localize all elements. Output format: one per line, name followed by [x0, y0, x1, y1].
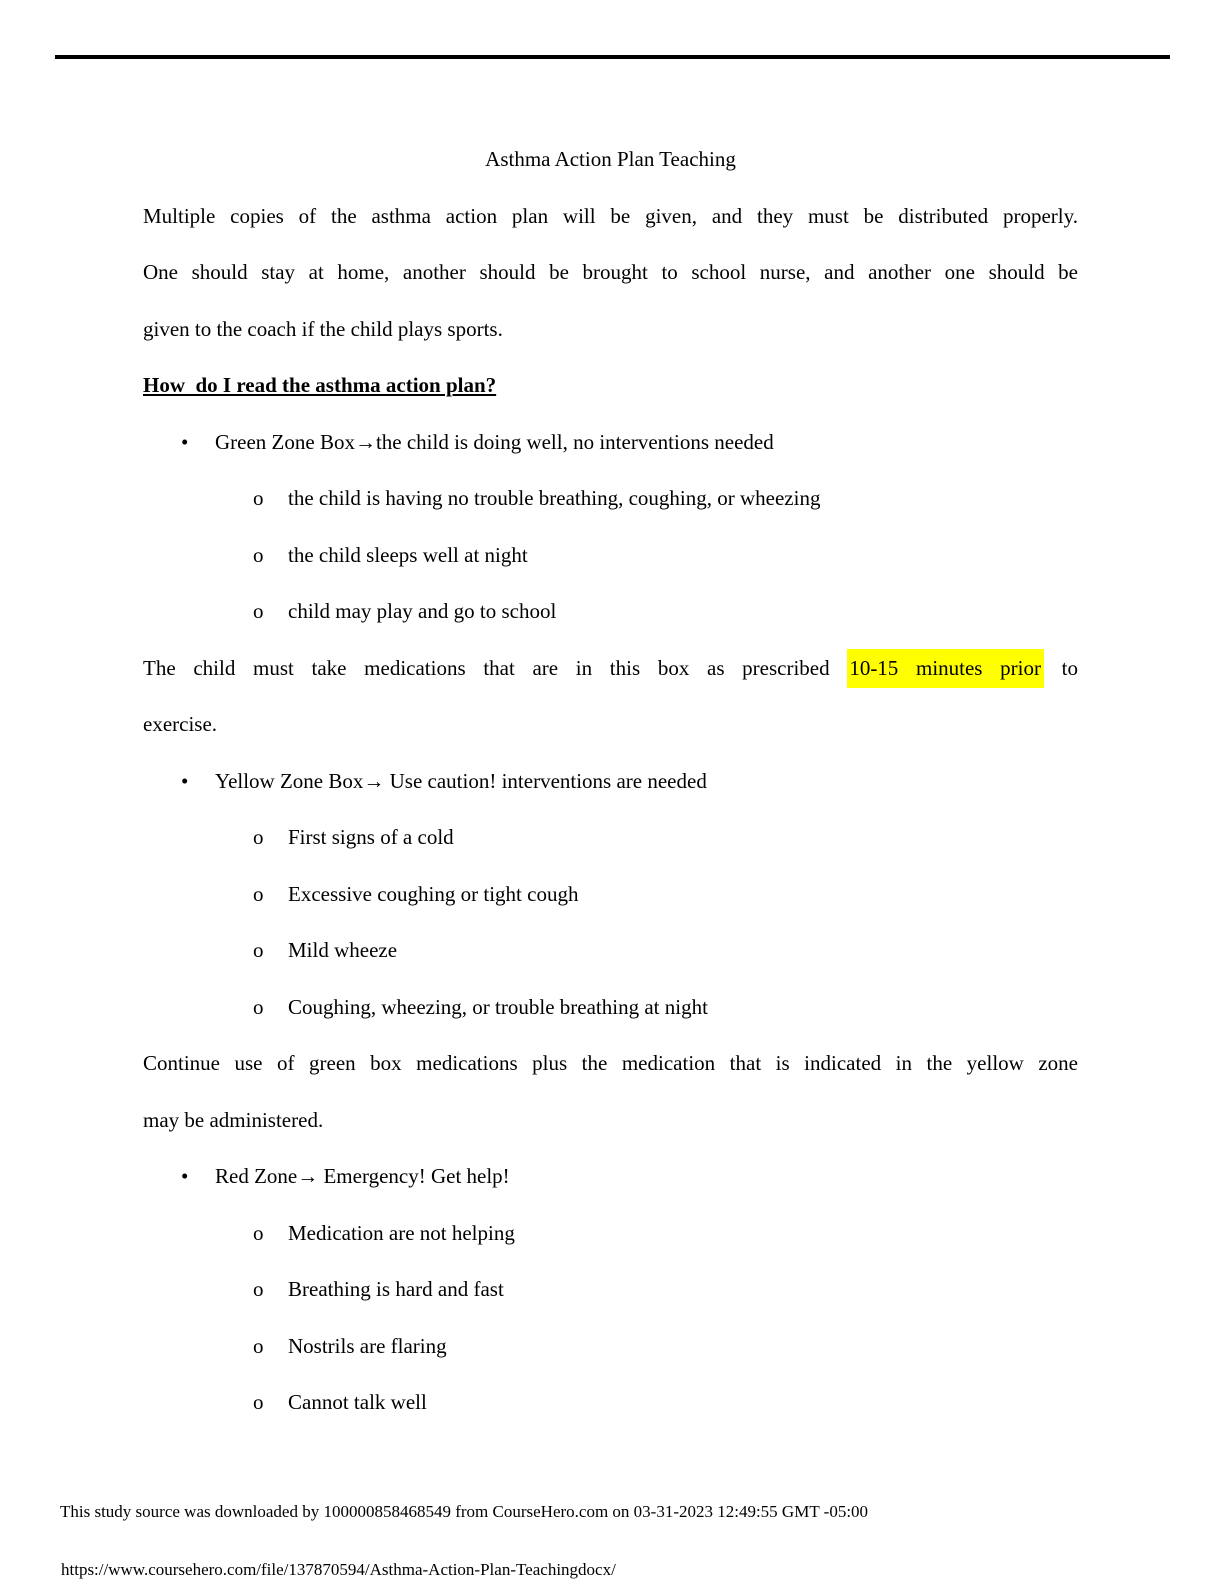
red-zone-sub-item — [143, 1205, 1078, 1262]
green-zone-bullet — [143, 414, 1078, 471]
yellow-zone-sub-text: Mild wheeze — [288, 938, 398, 962]
bullet-marker: • — [181, 768, 189, 793]
sub-bullet-marker: o — [253, 486, 264, 510]
green-note-line-1 — [143, 640, 1078, 697]
red-zone-sub-item — [143, 1261, 1078, 1318]
yellow-zone-sub-item — [143, 809, 1078, 866]
sub-bullet-marker: o — [253, 1390, 264, 1414]
green-zone-sub-text: the child sleeps well at night — [288, 542, 528, 567]
section-heading: How do I read the asthma action plan? — [143, 373, 497, 397]
sub-bullet-marker: o — [253, 825, 264, 849]
sub-bullet-marker: o — [253, 542, 264, 567]
yellow-note-line-2: may be administered. — [143, 1107, 324, 1132]
yellow-note-line-1: Continue use of green box medications plus the medication that is indicated in the yellow zone — [143, 1051, 1078, 1075]
red-zone-sub-text: Nostrils are flaring — [288, 1333, 447, 1358]
highlighted-text: 10-15 minutes prior — [847, 649, 1044, 688]
yellow-zone-sub-item — [143, 866, 1078, 923]
bullet-marker: • — [181, 429, 189, 454]
page-title: Asthma Action Plan Teaching — [485, 147, 736, 171]
green-zone-sub-item — [143, 470, 1078, 527]
sub-bullet-marker: o — [253, 994, 264, 1019]
red-zone-sub-item — [143, 1318, 1078, 1375]
sub-bullet-marker: o — [253, 1277, 264, 1301]
header-rule-divider — [55, 55, 1170, 59]
yellow-zone-sub-text: Excessive coughing or tight cough — [288, 881, 579, 906]
sub-bullet-marker: o — [253, 1220, 264, 1245]
bullet-marker: • — [181, 1164, 189, 1188]
sub-bullet-marker: o — [253, 938, 264, 962]
yellow-zone-bullet-text: Yellow Zone Box→ Use caution! interventions are needed — [215, 768, 707, 793]
red-zone-sub-text: Cannot talk well — [288, 1390, 427, 1414]
coursehero-download-note: This study source was downloaded by 100000858468549 from CourseHero.com on 03-31-2023 12:49:55 GMT -05:00 — [60, 1502, 869, 1521]
document-body — [143, 131, 1078, 1431]
green-note-post: to — [1043, 655, 1078, 680]
yellow-zone-sub-item — [143, 922, 1078, 979]
red-zone-sub-item — [143, 1374, 1078, 1431]
green-zone-sub-text: child may play and go to school — [288, 599, 557, 623]
yellow-zone-sub-text: Coughing, wheezing, or trouble breathing at night — [288, 994, 708, 1019]
sub-bullet-marker: o — [253, 599, 264, 623]
green-zone-sub-text: the child is having no trouble breathing, coughing, or wheezing — [288, 486, 821, 510]
intro-line-2: One should stay at home, another should be brought to school nurse, and another one should be — [143, 260, 1078, 284]
red-zone-bullet-text: Red Zone→ Emergency! Get help! — [215, 1164, 510, 1188]
yellow-zone-bullet — [143, 753, 1078, 810]
green-note-pre: The child must take medications that are in this box as prescribed — [143, 655, 848, 680]
coursehero-url: https://www.coursehero.com/file/137870594/Asthma-Action-Plan-Teachingdocx/ — [61, 1560, 616, 1579]
yellow-zone-sub-item — [143, 979, 1078, 1036]
yellow-zone-sub-text: First signs of a cold — [288, 825, 454, 849]
green-zone-sub-item — [143, 527, 1078, 584]
green-zone-sub-item — [143, 583, 1078, 640]
red-zone-bullet — [143, 1148, 1078, 1205]
sub-bullet-marker: o — [253, 881, 264, 906]
red-zone-sub-text: Medication are not helping — [288, 1220, 515, 1245]
green-zone-bullet-text: Green Zone Box→the child is doing well, no interventions needed — [215, 429, 774, 454]
red-zone-sub-text: Breathing is hard and fast — [288, 1277, 504, 1301]
intro-line-3: given to the coach if the child plays sports. — [143, 316, 503, 341]
green-note-line-2: exercise. — [143, 712, 218, 736]
sub-bullet-marker: o — [253, 1333, 264, 1358]
intro-line-1: Multiple copies of the asthma action plan will be given, and they must be distributed properly. — [143, 203, 1078, 228]
